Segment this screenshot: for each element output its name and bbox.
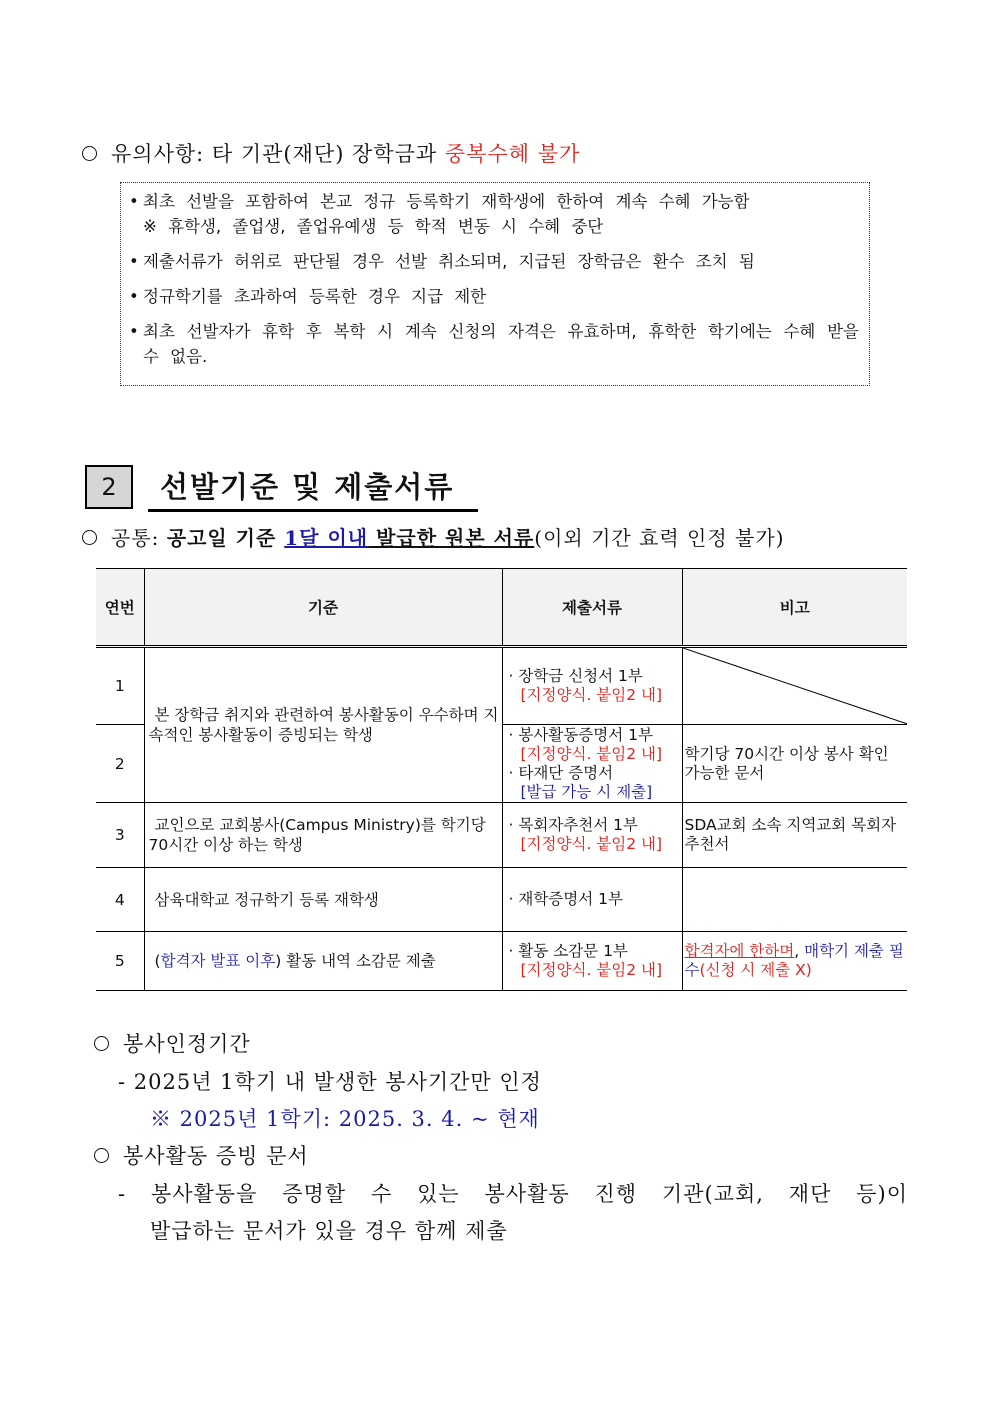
diagonal-line <box>683 648 908 724</box>
caution-item-text: 최초 선발을 포함하여 본교 정규 등록학기 재학생에 한하여 계속 수혜 가능함 <box>143 192 750 211</box>
document-item: · 봉사활동증명서 1부 <box>508 725 653 744</box>
criteria-text: 교인으로 교회봉사(Campus Ministry)를 학기당 70시간 이상 하는 학생 <box>148 816 486 854</box>
row-number: 5 <box>96 932 144 991</box>
common-requirement <box>82 522 785 551</box>
document-item: · 활동 소감문 1부 <box>508 942 628 960</box>
caution-item <box>129 319 859 369</box>
criteria-emphasis: 합격자 발표 이후 <box>160 952 276 970</box>
section-number: 2 <box>85 465 133 509</box>
section-title-underline <box>148 509 478 512</box>
row-criteria <box>144 868 502 932</box>
caution-item-text: 제출서류가 허위로 판단될 경우 선발 취소되며, 지급된 장학금은 환수 조치 됨 <box>143 252 755 271</box>
service-period-note: ※ 2025년 1학기: 2025. 3. 4. ~ 현재 <box>150 1107 540 1131</box>
row-number: 3 <box>96 803 144 868</box>
service-period-line: - 2025년 1학기 내 발생한 봉사기간만 인정 <box>118 1070 542 1094</box>
remarks-red-2: (신청 시 제출 X) <box>699 961 812 979</box>
row-documents <box>502 868 682 932</box>
common-bold-2: 발급한 원본 서류 <box>368 526 535 550</box>
service-docs-line-2: 발급하는 문서가 있을 경우 함께 제출 <box>150 1219 508 1243</box>
row-remarks: SDA교회 소속 지역교회 목회자 추천서 <box>682 803 907 868</box>
row-remarks <box>682 932 907 991</box>
caution-item-text: 정규학기를 초과하여 등록한 경우 지급 제한 <box>143 287 487 306</box>
caution-item <box>129 249 859 274</box>
service-docs-title: 봉사활동 증빙 문서 <box>123 1144 309 1168</box>
circle-bullet-icon <box>82 530 97 545</box>
document-note: [지정양식. 붙임2 내] <box>520 744 663 763</box>
criteria-text: 본 장학금 취지와 관련하여 봉사활동이 우수하며 지속적인 봉사활동이 증빙되는 학생 <box>148 706 499 744</box>
service-period-heading <box>94 1028 251 1058</box>
row-documents <box>502 725 682 803</box>
remarks-red: 합격자에 한하며 <box>684 942 795 960</box>
document-item: · 목회자추천서 1부 <box>508 816 638 834</box>
table-row <box>96 647 907 725</box>
service-docs-line-1: - 봉사활동을 증명할 수 있는 봉사활동 진행 기관(교회, 재단 등)이 <box>118 1182 908 1206</box>
document-item: · 재학증명서 1부 <box>508 890 623 908</box>
row-number: 1 <box>96 647 144 725</box>
row-remarks: 학기당 70시간 이상 봉사 확인 가능한 문서 <box>682 725 907 803</box>
caution-box <box>120 182 870 386</box>
service-period-title: 봉사인정기간 <box>123 1032 251 1056</box>
row-documents <box>502 647 682 725</box>
common-prefix: 공통: <box>111 526 167 550</box>
circle-bullet-icon <box>94 1036 109 1051</box>
common-bold-1: 공고일 기준 <box>166 526 285 550</box>
table-row <box>96 803 907 868</box>
row-number: 2 <box>96 725 144 803</box>
document-item: · 타재단 증명서 <box>508 763 614 782</box>
common-suffix: (이외 기간 효력 인정 불가) <box>534 526 785 550</box>
table-row <box>96 868 907 932</box>
criteria-text: 삼육대학교 정규학기 등록 재학생 <box>154 890 379 909</box>
document-note: [지정양식. 붙임2 내] <box>520 835 663 853</box>
row-criteria <box>144 932 502 991</box>
header-criteria: 기준 <box>144 569 502 647</box>
circle-bullet-icon <box>82 146 97 161</box>
caution-heading-text: 유의사항: 타 기관(재단) 장학금과 <box>111 142 445 166</box>
caution-heading-emphasis: 중복수혜 불가 <box>444 142 581 166</box>
table-row <box>96 932 907 991</box>
caution-item-text: 최초 선발자가 휴학 후 복학 시 계속 신청의 자격은 유효하며, 휴학한 학기에는 수혜 받을 수 없음. <box>143 322 859 366</box>
service-docs-heading <box>94 1140 309 1170</box>
document-note: [발급 가능 시 제출] <box>520 782 653 801</box>
document-note: [지정양식. 붙임2 내] <box>520 961 663 979</box>
caution-item <box>129 284 859 309</box>
circle-bullet-icon <box>94 1148 109 1163</box>
row-documents <box>502 932 682 991</box>
caution-item-sub: ※ 휴학생, 졸업생, 졸업유예생 등 학적 변동 시 수혜 중단 <box>143 217 604 236</box>
row-criteria <box>144 803 502 868</box>
row-documents <box>502 803 682 868</box>
row-remarks-empty <box>682 868 907 932</box>
criteria-table <box>96 568 907 991</box>
caution-item <box>129 189 859 239</box>
document-item: · 장학금 신청서 1부 <box>508 667 643 685</box>
row-number: 4 <box>96 868 144 932</box>
table-header-row <box>96 569 907 647</box>
criteria-paren: ( <box>154 952 161 970</box>
document-note: [지정양식. 붙임2 내] <box>520 686 663 704</box>
remarks-blue: 매학기 제출 필수 <box>684 942 904 979</box>
remarks-sep: , <box>794 942 805 960</box>
section-title: 선발기준 및 제출서류 <box>160 470 455 504</box>
common-underlined: 1달 이내 <box>284 526 369 550</box>
caution-heading <box>82 138 580 168</box>
header-number: 연번 <box>96 569 144 647</box>
header-documents: 제출서류 <box>502 569 682 647</box>
criteria-text: ) 활동 내역 소감문 제출 <box>275 952 436 970</box>
row-criteria <box>144 647 502 803</box>
header-remarks: 비고 <box>682 569 907 647</box>
row-remarks-empty <box>682 647 907 725</box>
